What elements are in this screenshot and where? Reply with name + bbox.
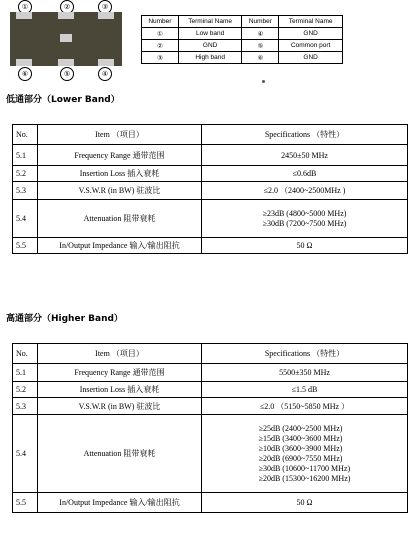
row-no: 5.3 — [13, 398, 38, 415]
table-cell: GND — [178, 40, 242, 52]
header-cell: Number — [242, 16, 279, 28]
pin-label-2: ② — [60, 0, 74, 14]
table-cell: ① — [142, 28, 179, 40]
pad-5 — [58, 59, 74, 66]
table-cell: ⑤ — [242, 40, 279, 52]
row-item: Attenuation 阻带衰耗 — [38, 415, 202, 493]
header-cell: Terminal Name — [279, 16, 343, 28]
pin-label-4: ④ — [98, 67, 112, 81]
table-row — [13, 415, 408, 493]
row-spec — [202, 415, 408, 493]
row-no: 5.4 — [13, 415, 38, 493]
row-no: 5.5 — [13, 493, 38, 513]
row-no: 5.2 — [13, 166, 38, 182]
header-no: No. — [13, 344, 38, 364]
attenuation-line: ≥20dB (6900~7550 MHz) — [258, 453, 343, 463]
attenuation-line: ≥15dB (3400~3600 MHz) — [258, 433, 343, 443]
row-no: 5.2 — [13, 382, 38, 398]
header-cell: Terminal Name — [178, 16, 242, 28]
pad-2 — [58, 12, 74, 19]
table-row — [13, 493, 408, 513]
row-spec: 2450±50 MHz — [202, 145, 408, 166]
row-spec: ≤0.6dB — [202, 166, 408, 182]
higher-band-spec-table — [12, 343, 408, 513]
row-item: Attenuation 阻带衰耗 — [38, 200, 202, 238]
pin-label-6: ⑥ — [18, 67, 32, 81]
table-row — [13, 166, 408, 182]
table-row — [13, 200, 408, 238]
attenuation-line: ≥30dB (7200~7500 MHz) — [262, 218, 347, 228]
spec-table-header — [13, 125, 408, 145]
row-item: Insertion Loss 插入衰耗 — [38, 382, 202, 398]
higher-band-heading: 高通部分（Higher Band） — [6, 314, 123, 324]
table-row — [13, 398, 408, 415]
row-no: 5.5 — [13, 238, 38, 254]
attenuation-list — [259, 424, 351, 484]
attenuation-line: ≥10dB (3600~3900 MHz) — [258, 443, 343, 453]
header-spec: Specifications （特性） — [202, 125, 408, 145]
table-row — [142, 52, 343, 64]
table-cell: ④ — [242, 28, 279, 40]
table-cell: High band — [178, 52, 242, 64]
pin-label-3: ③ — [98, 0, 112, 14]
table-row — [13, 364, 408, 382]
row-spec: 50 Ω — [202, 238, 408, 254]
pad-3 — [98, 12, 114, 19]
header-spec: Specifications （特性） — [202, 344, 408, 364]
header-cell: Number — [142, 16, 179, 28]
header-item: Item （项目） — [38, 125, 202, 145]
lower-band-spec-table — [12, 124, 408, 254]
row-item: Insertion Loss 插入衰耗 — [38, 166, 202, 182]
table-row — [142, 40, 343, 52]
pad-4 — [98, 59, 114, 66]
row-item: Frequency Range 通带范围 — [38, 145, 202, 166]
table-cell: ② — [142, 40, 179, 52]
table-row — [13, 182, 408, 200]
pad-1 — [16, 12, 32, 19]
row-spec: ≤1.5 dB — [202, 382, 408, 398]
stray-mark — [262, 80, 265, 83]
pad-center — [60, 34, 72, 42]
chip-body — [10, 12, 122, 66]
attenuation-line: ≥20dB (15300~16200 MHz) — [258, 473, 351, 483]
pin-label-5: ⑤ — [60, 67, 74, 81]
row-item: Frequency Range 通带范围 — [38, 364, 202, 382]
pin-label-1: ① — [18, 0, 32, 14]
row-item: V.S.W.R (in BW) 驻波比 — [38, 182, 202, 200]
row-item: In/Output Impedance 输入/输出阻抗 — [38, 493, 202, 513]
table-cell: ⑥ — [242, 52, 279, 64]
attenuation-line: ≥23dB (4800~5000 MHz) — [262, 208, 347, 218]
table-cell: Common port — [279, 40, 343, 52]
table-cell: GND — [279, 52, 343, 64]
table-row — [13, 382, 408, 398]
spec-table-header — [13, 344, 408, 364]
row-no: 5.1 — [13, 364, 38, 382]
attenuation-list — [263, 209, 347, 229]
table-cell: Low band — [178, 28, 242, 40]
header-item: Item （项目） — [38, 344, 202, 364]
row-item: V.S.W.R (in BW) 驻波比 — [38, 398, 202, 415]
terminal-table-header — [142, 16, 343, 28]
chip-pad-diagram — [6, 0, 124, 80]
table-row — [13, 238, 408, 254]
header-no: No. — [13, 125, 38, 145]
table-row — [13, 145, 408, 166]
table-cell: ③ — [142, 52, 179, 64]
row-spec — [202, 200, 408, 238]
attenuation-line: ≥25dB (2400~2500 MHz) — [258, 423, 343, 433]
table-cell: GND — [279, 28, 343, 40]
lower-band-heading: 低通部分（Lower Band） — [6, 95, 120, 105]
row-no: 5.1 — [13, 145, 38, 166]
row-item: In/Output Impedance 输入/输出阻抗 — [38, 238, 202, 254]
row-spec: ≤2.0 （5150~5850 MHz ） — [202, 398, 408, 415]
row-spec: 5500±350 MHz — [202, 364, 408, 382]
row-spec: 50 Ω — [202, 493, 408, 513]
table-row — [142, 28, 343, 40]
row-no: 5.3 — [13, 182, 38, 200]
pad-6 — [16, 59, 32, 66]
terminal-table — [141, 15, 343, 64]
attenuation-line: ≥30dB (10600~11700 MHz) — [258, 463, 351, 473]
row-spec: ≤2.0 （2400~2500MHz ) — [202, 182, 408, 200]
row-no: 5.4 — [13, 200, 38, 238]
